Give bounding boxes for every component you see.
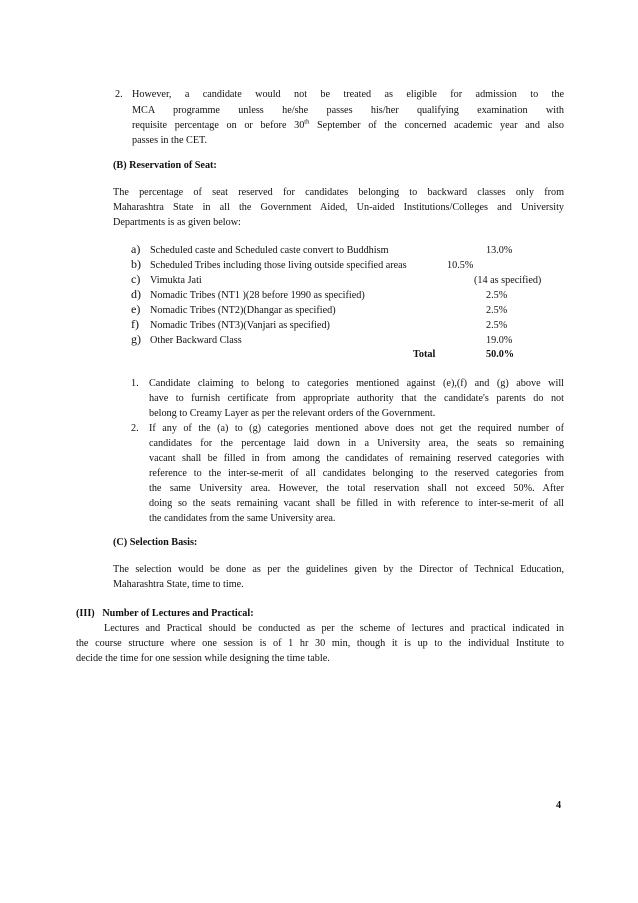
- note-line: doing so the seats remaining vacant shall be filled in with reference to inter-se-merit of all: [149, 498, 564, 509]
- paragraph-line: Departments is as given below:: [113, 217, 241, 228]
- note-line: the same University area. However, the total reservation shall not exceed 50%. After: [149, 483, 564, 494]
- section-heading: (C) Selection Basis:: [113, 537, 198, 548]
- list-label: a): [131, 242, 141, 256]
- list-label: g): [131, 332, 141, 346]
- paragraph-line: Lectures and Practical should be conducted as per the scheme of lectures and practical indicated in: [104, 623, 564, 634]
- list-label: c): [131, 272, 141, 286]
- reservation-category: Nomadic Tribes (NT3)(Vanjari as specified): [150, 320, 330, 331]
- reservation-percent: 13.0%: [486, 245, 513, 256]
- reservation-category: Other Backward Class: [150, 335, 242, 346]
- note-number: 1.: [131, 378, 139, 389]
- paragraph-line: The percentage of seat reserved for candidates belonging to backward classes only from: [113, 187, 564, 198]
- text-line: MCA programme unless he/she passes his/her qualifying examination with: [132, 105, 564, 116]
- note-line: the candidates from the same University area.: [149, 513, 336, 524]
- reservation-category: Scheduled caste and Scheduled caste convert to Buddhism: [150, 245, 389, 256]
- reservation-category: Nomadic Tribes (NT2)(Dhangar as specified): [150, 305, 336, 316]
- text-span: September of the concerned academic year and also: [309, 120, 564, 131]
- note-line: reference to the inter-se-merit of all candidates belonging to the reserved categories from: [149, 468, 564, 479]
- note-number: 2.: [131, 423, 139, 434]
- reservation-category: Vimukta Jati: [150, 275, 202, 286]
- list-label: e): [131, 302, 141, 316]
- paragraph-line: decide the time for one session while designing the time table.: [76, 653, 330, 664]
- note-line: belong to Creamy Layer as per the relevant orders of the Government.: [149, 408, 436, 419]
- note-line: vacant shall be filled in from among the candidates of remaining reserved categories with: [149, 453, 564, 464]
- note-line: If any of the (a) to (g) categories mentioned above does not get the required number of: [149, 423, 564, 434]
- reservation-percent: 2.5%: [486, 320, 508, 331]
- total-label: Total: [413, 349, 436, 360]
- section-heading: (III) Number of Lectures and Practical:: [76, 608, 254, 619]
- list-label: f): [131, 317, 139, 331]
- reservation-percent: 19.0%: [486, 335, 513, 346]
- text-line: passes in the CET.: [132, 135, 208, 146]
- reservation-category: Scheduled Tribes including those living outside specified areas: [150, 260, 407, 271]
- paragraph-line: the course structure where one session is of 1 hr 30 min, though it is up to the individual Institute to: [76, 638, 564, 649]
- page-number: 4: [556, 800, 562, 811]
- list-label: d): [131, 287, 141, 301]
- paragraph-line: The selection would be done as per the guidelines given by the Director of Technical Education,: [113, 564, 564, 575]
- text-line: [132, 118, 564, 133]
- reservation-percent: 10.5%: [447, 260, 474, 271]
- note-line: candidates for the percentage laid down in a University area, the seats so remaining: [149, 438, 564, 449]
- section-heading: (B) Reservation of Seat:: [113, 160, 217, 171]
- note-line: Candidate claiming to belong to categories mentioned against (e),(f) and (g) above will: [149, 378, 564, 389]
- paragraph-line: Maharashtra State in all the Government Aided, Un-aided Institutions/Colleges and University: [113, 202, 564, 213]
- reservation-percent: 2.5%: [486, 290, 508, 301]
- item-number: 2.: [115, 89, 123, 100]
- total-value: 50.0%: [486, 349, 515, 360]
- text-line: However, a candidate would not be treated as eligible for admission to the: [132, 89, 564, 100]
- paragraph-line: Maharashtra State, time to time.: [113, 579, 244, 590]
- list-label: b): [131, 257, 141, 271]
- reservation-category: Nomadic Tribes (NT1 )(28 before 1990 as specified): [150, 290, 365, 301]
- note-line: have to furnish certificate from appropriate authority that the candidate's parents do not: [149, 393, 564, 404]
- reservation-percent: (14 as specified): [474, 275, 542, 286]
- reservation-percent: 2.5%: [486, 305, 508, 316]
- text-span: requisite percentage on or before 30: [132, 120, 305, 131]
- superscript: th: [304, 118, 310, 126]
